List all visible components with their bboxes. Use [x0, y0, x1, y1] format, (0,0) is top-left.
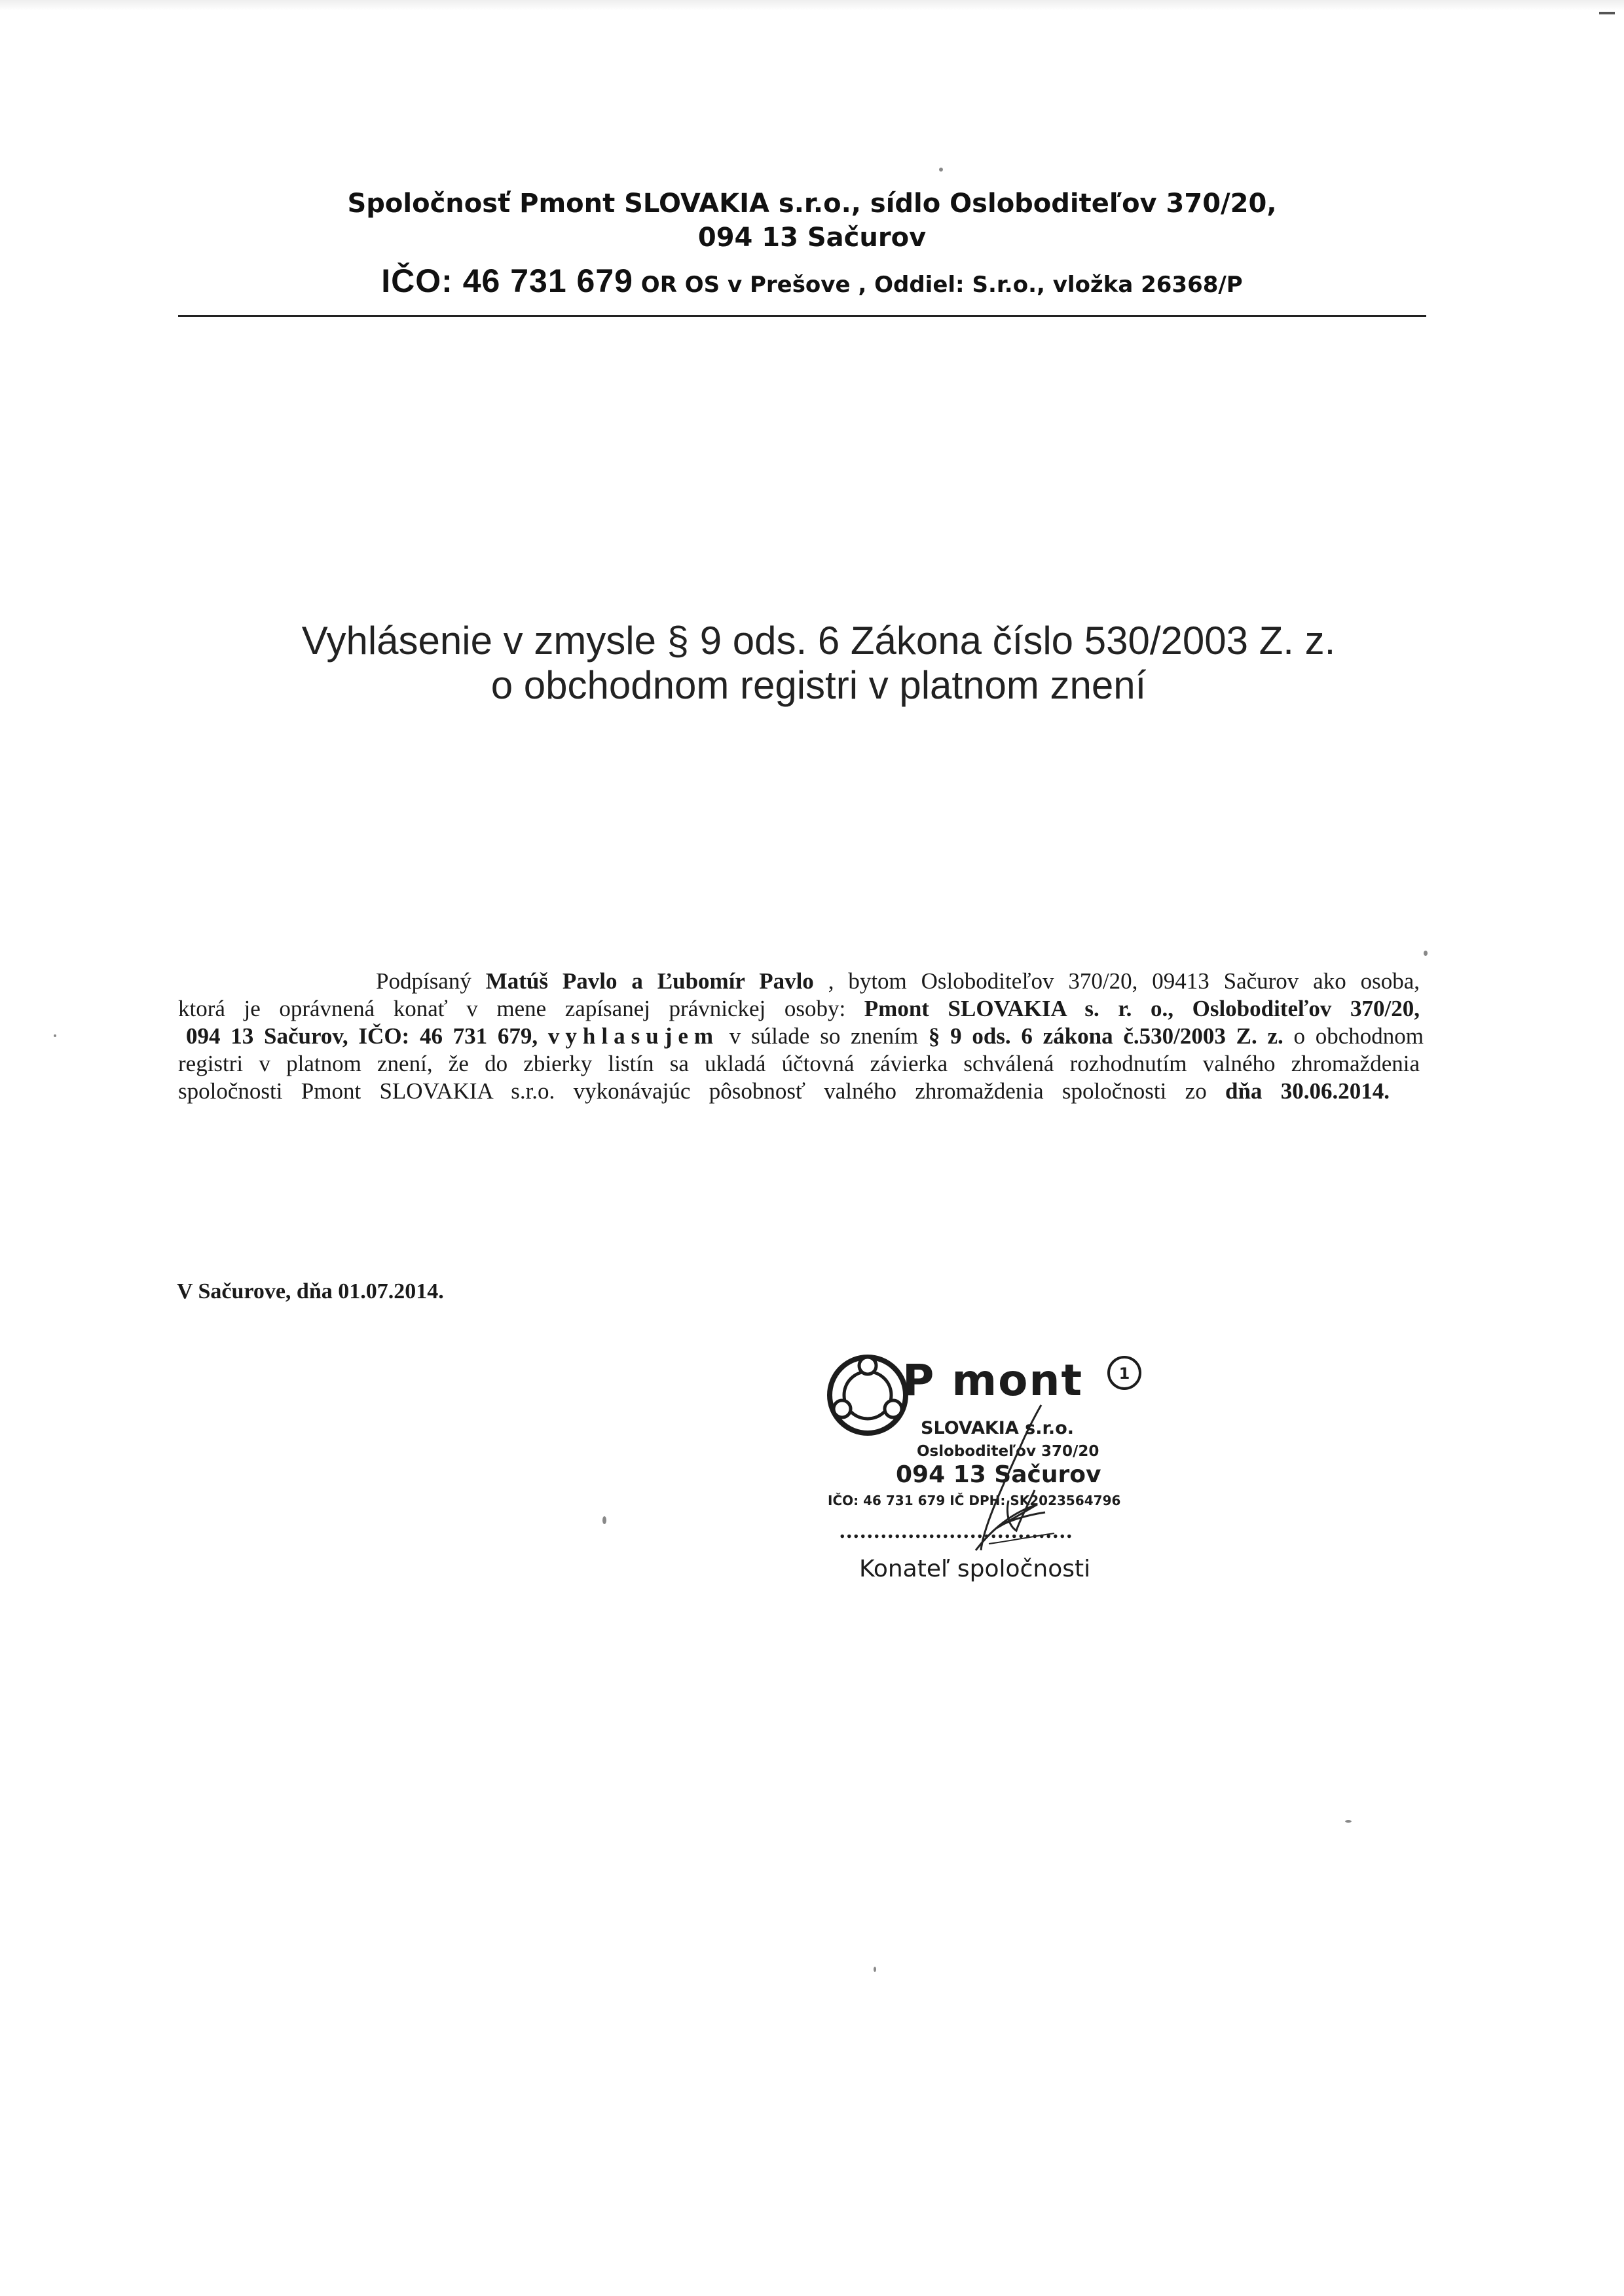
declaration-line-2: ktorá je oprávnená konať v mene zapísanej právnickej osoby: Pmont SLOVAKIA s. r. o., Osloboditeľov 370/20,	[178, 996, 1420, 1021]
signatory-role: Konateľ spoločnosti	[859, 1556, 1091, 1582]
scan-speck	[1345, 1820, 1352, 1823]
stamp-street: Osloboditeľov 370/20	[917, 1443, 1099, 1460]
stamp-brand: P mont	[902, 1355, 1083, 1406]
scan-speck	[874, 1967, 876, 1972]
signature-dotted-line: ..................................	[840, 1519, 1073, 1543]
circled-number: 1	[1118, 1364, 1130, 1383]
letterhead-registry: OR OS v Prešove , Oddiel: S.r.o., vložka 26368/P	[640, 272, 1243, 298]
letterhead-divider	[178, 315, 1426, 317]
place-and-date: V Sačurove, dňa 01.07.2014.	[177, 1279, 444, 1303]
stamp-city: 094 13 Sačurov	[896, 1461, 1101, 1488]
approval-date: dňa 30.06.2014.	[1225, 1078, 1390, 1104]
scan-edge	[0, 0, 1624, 10]
scan-speck	[939, 168, 943, 172]
scan-speck	[602, 1516, 606, 1524]
declaration-line-4: registri v platnom znení, že do zbierky listín sa ukladá účtovná závierka schválená rozhodnutím valného zhromaždenia	[178, 1051, 1420, 1076]
declaration-line-1: Podpísaný Matúš Pavlo a Ľubomír Pavlo , bytom Osloboditeľov 370/20, 09413 Sačurov ako osoba,	[376, 968, 1420, 994]
letterhead-registry-line	[177, 262, 1447, 300]
signatory-names: Matúš Pavlo a Ľubomír Pavlo	[485, 968, 814, 994]
company-stamp	[812, 1350, 1179, 1612]
law-reference: § 9 ods. 6 zákona č.530/2003 Z. z.	[928, 1023, 1283, 1049]
document-title-line-2: o obchodnom registri v platnom znení	[490, 663, 1147, 707]
letterhead-ico: IČO: 46 731 679	[381, 263, 633, 299]
scan-speck	[1424, 951, 1428, 956]
scan-edge-mark	[1599, 12, 1615, 14]
company-name: Pmont SLOVAKIA s. r. o., Osloboditeľov 370/20,	[864, 996, 1420, 1021]
handwritten-signature	[812, 1350, 1179, 1612]
letterhead-city-line: 094 13 Sačurov	[697, 223, 927, 253]
document-title-line-1: Vyhlásenie v zmysle § 9 ods. 6 Zákona číslo 530/2003 Z. z.	[301, 619, 1336, 663]
declare-word: vyhlasujem	[547, 1023, 720, 1049]
stamp-ids: IČO: 46 731 679 IČ DPH: SK2023564796	[828, 1493, 1121, 1508]
declaration-line-3: 094 13 Sačurov, IČO: 46 731 679, vyhlasujem v súlade so znením § 9 ods. 6 zákona č.530/2003 Z. z. o obchodnom	[186, 1023, 1424, 1049]
letterhead-company-line: Spoločnosť Pmont SLOVAKIA s.r.o., sídlo Osloboditeľov 370/20,	[347, 189, 1277, 219]
declaration-line-5: spoločnosti Pmont SLOVAKIA s.r.o. vykonávajúc pôsobnosť valného zhromaždenia spoločnosti zo dňa 30.06.2014.	[178, 1078, 1390, 1104]
stamp-company-name: SLOVAKIA s.r.o.	[921, 1418, 1074, 1438]
scan-speck	[54, 1034, 56, 1037]
